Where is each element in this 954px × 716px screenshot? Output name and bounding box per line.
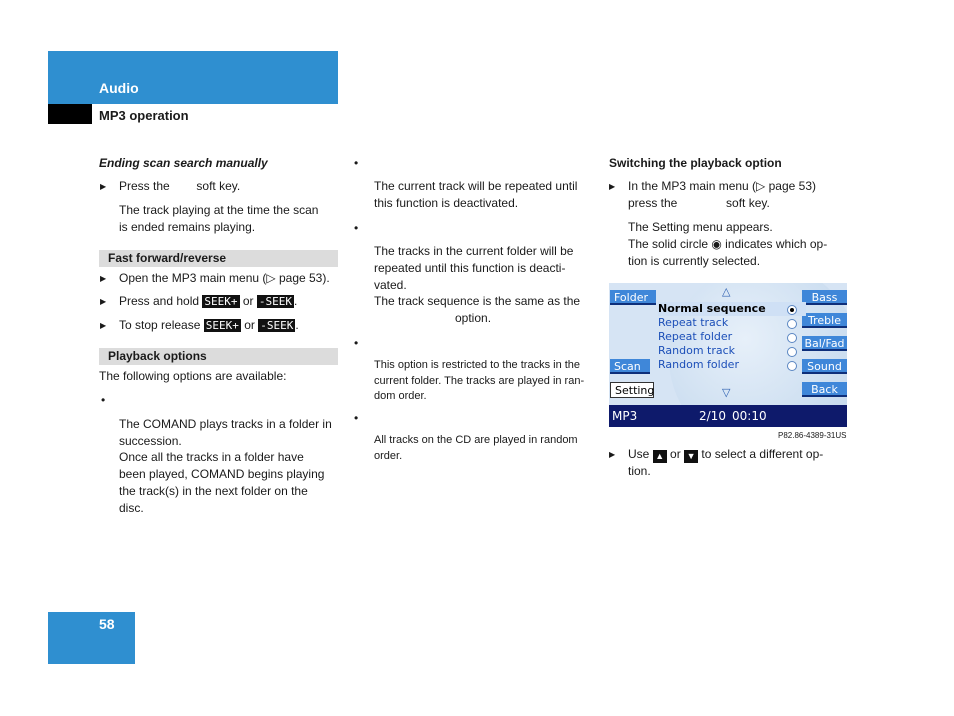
switch-step-2 (628, 446, 823, 463)
seek-plus-key: SEEK+ (205, 319, 239, 332)
repeat-track-line: this function is deactivated. (374, 196, 519, 210)
back-button[interactable]: Back (802, 382, 847, 397)
switch-step-2-post: to select a different op- (701, 447, 824, 461)
scroll-down-icon[interactable]: ▽ (722, 386, 731, 399)
scan-button[interactable]: Scan (610, 359, 650, 374)
ff-step-2: ▶ Press and hold SEEK+ or -SEEK . (119, 293, 297, 310)
header-black-tab (48, 104, 92, 124)
header-blue-block (48, 51, 338, 104)
radio-empty-icon[interactable] (787, 319, 797, 329)
down-arrow-key-icon: ▼ (684, 450, 698, 463)
page-number: 58 (99, 616, 115, 632)
scan-step-post: soft key. (196, 179, 241, 193)
switch-result-line: tion is currently selected. (628, 254, 761, 268)
treble-button[interactable]: Treble (802, 313, 847, 328)
option-repeat-folder[interactable] (658, 330, 806, 344)
radio-empty-icon[interactable] (787, 333, 797, 343)
switch-result-line: The solid circle ◉ indicates which op- (628, 237, 828, 251)
bal-fad-button[interactable]: Bal/Fad (802, 336, 847, 351)
status-time: 00:10 (732, 409, 767, 423)
up-arrow-key-icon: ▲ (653, 450, 667, 463)
setting-menu-screen (609, 283, 847, 427)
ff-heading: Fast forward/reverse (99, 250, 338, 267)
option-random-folder[interactable] (658, 358, 806, 372)
option-normal-sequence[interactable] (658, 302, 806, 316)
setting-button[interactable]: Setting (610, 382, 654, 398)
random-folder-line: order. (374, 450, 403, 462)
bullet-dot: • (354, 156, 359, 170)
option-random-track[interactable] (658, 344, 806, 358)
bullet-dot: • (101, 393, 106, 407)
ff-step-1: ▶ Open the MP3 main menu (▷ page 53). (119, 270, 330, 287)
option-label: Repeat folder (658, 330, 733, 343)
seek-plus-key: SEEK+ (204, 295, 238, 308)
playback-intro: The following options are available: (99, 369, 287, 383)
switch-heading: Switching the playback option (609, 156, 782, 170)
figure-caption: P82.86-4389-31US (778, 431, 847, 440)
section-title: Audio (99, 80, 139, 96)
option-label: Normal sequence (658, 302, 766, 315)
bullet-dot: • (354, 221, 359, 235)
normal-desc-line: disc. (119, 501, 144, 515)
ff-step-2-pre: Press and hold (119, 294, 200, 308)
status-source: MP3 (612, 409, 638, 423)
playback-heading: Playback options (99, 348, 338, 365)
switch-step-post: soft key. (726, 196, 770, 210)
repeat-track-line: The current track will be repeated until (374, 179, 578, 193)
radio-empty-icon[interactable] (787, 347, 797, 357)
status-track: 2/10 (699, 409, 726, 423)
page-number-block (48, 612, 135, 664)
scan-result-line: The track playing at the time the scan (119, 203, 319, 217)
random-folder-line: All tracks on the CD are played in random (374, 434, 578, 446)
bullet-dot: • (354, 336, 359, 350)
repeat-folder-line: option. (455, 311, 492, 325)
option-label: Repeat track (658, 316, 729, 329)
seek-minus-key: -SEEK (260, 319, 294, 332)
seek-minus-key: -SEEK (258, 295, 293, 308)
normal-desc-line: Once all the tracks in a folder have (119, 450, 304, 464)
bullet-dot: • (354, 411, 359, 425)
normal-desc-line: The COMAND plays tracks in a folder in (119, 417, 332, 431)
radio-selected-icon[interactable] (787, 305, 797, 315)
switch-step-2-or: or (670, 447, 681, 461)
scroll-up-icon[interactable]: △ (722, 285, 731, 298)
random-track-line: This option is restricted to the tracks in the (374, 359, 581, 371)
switch-step-pre: press the (628, 196, 678, 210)
status-bar (609, 405, 847, 427)
ff-step-3-pre: To stop release (119, 318, 201, 332)
switch-step-1: ▶ In the MP3 main menu (▷ page 53) (628, 178, 816, 195)
switch-result-line: The Setting menu appears. (628, 220, 773, 234)
normal-desc-line: the track(s) in the next folder on the (119, 484, 308, 498)
ff-step-2-or: or (242, 294, 254, 308)
radio-empty-icon[interactable] (787, 361, 797, 371)
scan-heading: Ending scan search manually (99, 156, 268, 170)
repeat-folder-line: repeated until this function is deacti- (374, 261, 566, 275)
folder-button[interactable]: Folder (610, 290, 656, 305)
repeat-folder-line: The track sequence is the same as the (374, 294, 581, 308)
repeat-folder-line: The tracks in the current folder will be (374, 244, 574, 258)
subsection-title: MP3 operation (99, 108, 189, 123)
option-label: Random track (658, 344, 736, 357)
repeat-folder-line: vated. (374, 278, 407, 292)
random-track-line: current folder. The tracks are played in ran- (374, 375, 585, 387)
option-label: Random folder (658, 358, 739, 371)
sound-button[interactable]: Sound (802, 359, 847, 374)
switch-step-2-cont: tion. (628, 464, 651, 478)
normal-desc-line: succession. (119, 434, 182, 448)
normal-desc-line: been played, COMAND begins playing (119, 467, 325, 481)
scan-result-line: is ended remains playing. (119, 220, 256, 234)
scan-step-pre: Press the (119, 179, 170, 193)
random-track-line: dom order. (374, 390, 427, 402)
ff-step-3-or: or (244, 318, 255, 332)
ff-step-3: ▶ To stop release SEEK+ or -SEEK . (119, 317, 299, 334)
switch-step-2-pre: Use (628, 447, 650, 461)
bass-button[interactable]: Bass (802, 290, 847, 305)
switch-step-1-cont (628, 195, 770, 212)
scan-step (119, 178, 240, 195)
option-repeat-track[interactable] (658, 316, 806, 330)
